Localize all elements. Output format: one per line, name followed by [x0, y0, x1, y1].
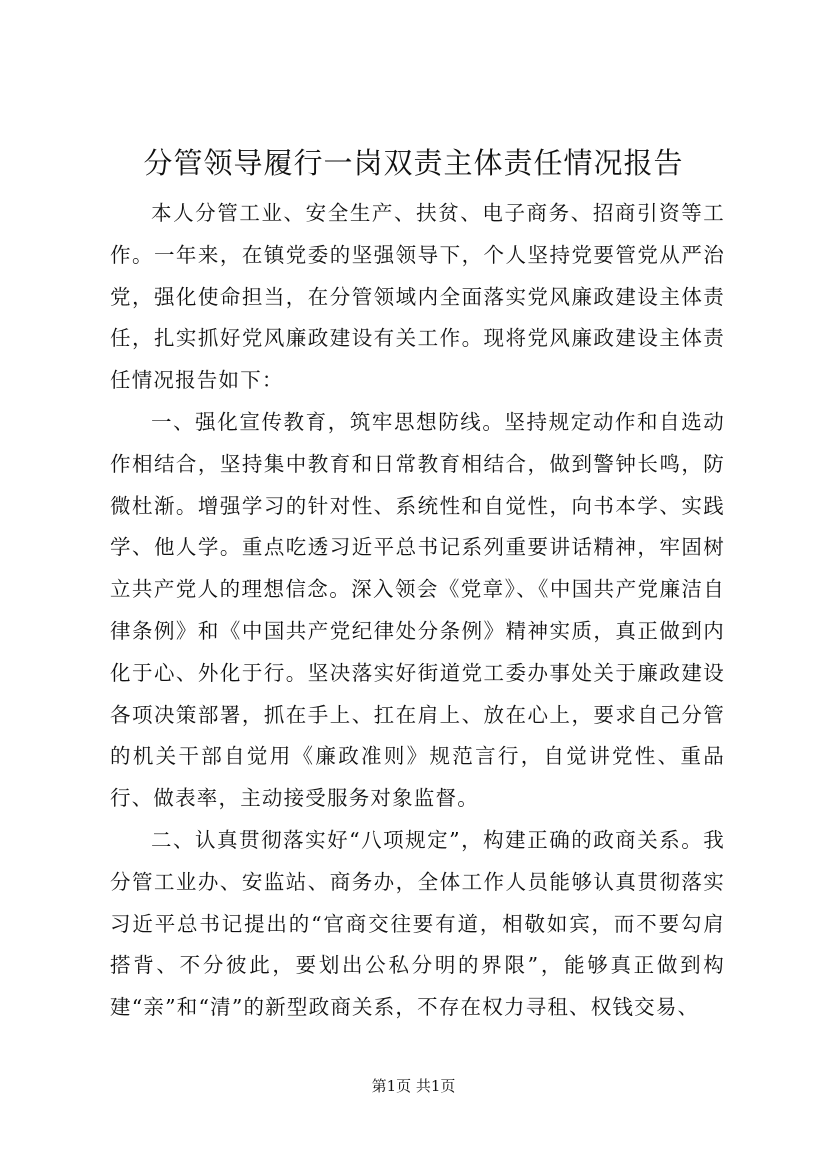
paragraph-section-2: 二、认真贯彻落实好“八项规定”，构建正确的政商关系。我分管工业办、安监站、商务办，全体工作人员能够认真贯彻落实习近平总书记提出的“官商交往要有道，相敬如宾，而不要勾肩搭背、不分彼此，要划出公私分明的界限”，能够真正做到构建“亲”和“清”的新型政商关系，不存在权力寻租、权钱交易、: [110, 827, 725, 1020]
document-title: 分管领导履行一岗双责主体责任情况报告: [143, 146, 684, 180]
paragraph-intro: 本人分管工业、安全生产、扶贫、电子商务、招商引资等工作。一年来，在镇党委的坚强领导下，个人坚持党要管党从严治党，强化使命担当，在分管领域内全面落实党风廉政建设主体责任，扎实抓好党风廉政建设有关工作。现将党风廉政建设主体责任情况报告如下：: [110, 201, 725, 393]
paragraph-section-1: 一、强化宣传教育，筑牢思想防线。坚持规定动作和自选动作相结合，坚持集中教育和日常教育相结合，做到警钟长鸣，防微杜渐。增强学习的针对性、系统性和自觉性，向书本学、实践学、他人学。重点吃透习近平总书记系列重要讲话精神，牢固树立共产党人的理想信念。深入领会《党章》、《中国共产党廉洁自律条例》和《中国共产党纪律处分条例》精神实质，真正做到内化于心、外化于行。坚决落实好街道党工委办事处关于廉政建设各项决策部署，抓在手上、扛在肩上、放在心上，要求自己分管的机关干部自觉用《廉政准则》规范言行，自觉讲党性、重品行、做表率，主动接受服务对象监督。: [110, 409, 725, 811]
document-body: [110, 193, 725, 1029]
page-footer: 第1页 共1页: [371, 1077, 456, 1095]
